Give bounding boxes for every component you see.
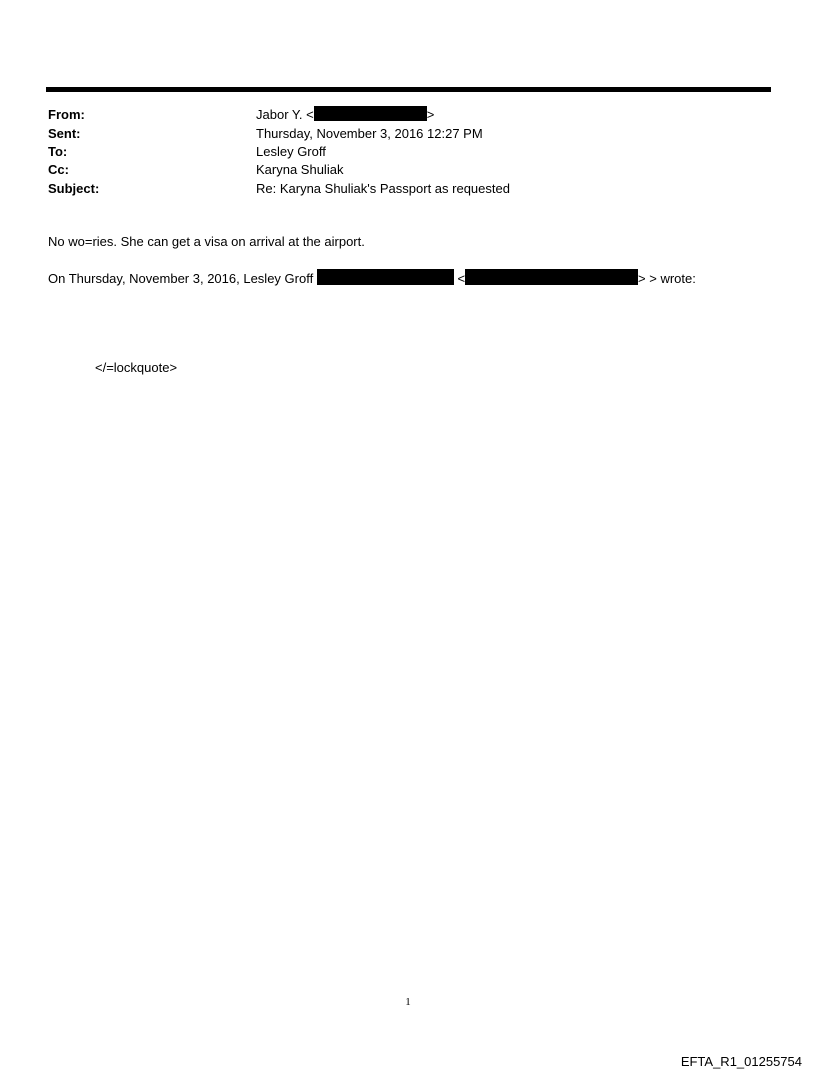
sent-label: Sent: <box>48 126 81 141</box>
quote-intro-text: On Thursday, November 3, 2016, Lesley Groff <box>48 271 314 286</box>
from-label: From: <box>48 107 85 122</box>
subject-label: Subject: <box>48 181 100 196</box>
quote-attribution <box>48 269 696 288</box>
cc-value: Karyna Shuliak <box>256 162 344 177</box>
page-number: 1 <box>405 996 411 1008</box>
cc-label: Cc: <box>48 162 69 177</box>
redaction-box <box>317 269 454 285</box>
redaction-box <box>465 269 638 285</box>
sent-value: Thursday, November 3, 2016 12:27 PM <box>256 126 483 141</box>
quote-open-bracket: < <box>457 271 466 286</box>
to-label: To: <box>48 144 68 159</box>
quote-tail-text: > > wrote: <box>638 271 696 286</box>
blockquote-close-text: </=lockquote> <box>95 360 178 375</box>
header-divider <box>46 87 771 92</box>
message-body: No wo=ries. She can get a visa on arrival at the airport. <box>48 234 365 249</box>
bates-number: EFTA_R1_01255754 <box>680 1054 802 1069</box>
from-value <box>256 106 434 124</box>
to-value: Lesley Groff <box>256 144 326 159</box>
from-close-bracket: > <box>426 107 435 122</box>
from-name: Jabor Y. < <box>256 107 314 122</box>
subject-value: Re: Karyna Shuliak's Passport as requested <box>256 181 510 196</box>
redaction-box <box>314 106 427 121</box>
